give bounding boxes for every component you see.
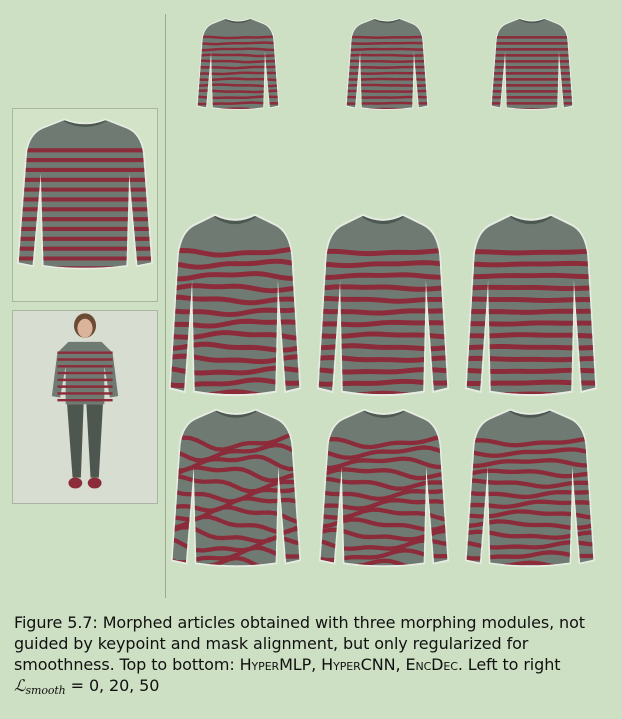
- sweater-stripe: [316, 311, 450, 314]
- encdec-smooth-20: [318, 402, 450, 574]
- encdec-smooth-0: [170, 402, 302, 574]
- hypermlp-smooth-50: [490, 14, 574, 114]
- sweater-stripe: [316, 298, 450, 301]
- model-face: [77, 319, 92, 338]
- model-right-shoe: [88, 478, 102, 489]
- sweater-stripe: [464, 275, 598, 276]
- sweater-stripe: [464, 370, 598, 371]
- sweater-stripe: [316, 275, 450, 278]
- caption-model-3: EncDec: [405, 655, 458, 674]
- sweater-stripe: [464, 251, 598, 252]
- hypercnn-smooth-50: [464, 206, 598, 404]
- sweater-stripe: [196, 73, 280, 74]
- sweater-stripe: [168, 380, 302, 386]
- caption-model-2: HyperCNN: [321, 655, 396, 674]
- sweater-stripe: [196, 37, 280, 39]
- caption-model-1: HyperMLP: [239, 655, 312, 674]
- sweater-stripe: [464, 299, 598, 300]
- caption-text-1: Morphed articles obtained with three morphing modules, not guided by keypoint and mask alignment, but only regularized for smoothness. Top to bottom:: [14, 613, 585, 674]
- sweater-stripe: [196, 43, 280, 44]
- caption-values: = 0, 20, 50: [65, 676, 160, 695]
- sweater-stripe: [345, 43, 429, 44]
- figure-caption: [14, 612, 610, 701]
- sweater-stripe: [464, 382, 598, 383]
- sweater-body: [464, 206, 598, 404]
- hypercnn-smooth-0: [168, 206, 302, 404]
- sweater-stripe: [345, 97, 429, 98]
- sweater-stripe: [196, 49, 280, 50]
- sweater-stripe: [345, 103, 429, 104]
- model-left-leg: [67, 404, 84, 477]
- sweater-stripe: [464, 323, 598, 324]
- sweater-stripe: [345, 67, 429, 68]
- model-left-shoe: [68, 478, 82, 489]
- hypermlp-smooth-20: [345, 14, 429, 114]
- caption-loss-sub: smooth: [25, 684, 66, 697]
- sweater-stripe: [196, 61, 280, 62]
- sweater-stripe: [345, 73, 429, 74]
- sweater-body: [345, 14, 429, 114]
- sweater-stripe: [196, 97, 280, 98]
- sweater-stripe: [316, 251, 450, 254]
- model-right-leg: [86, 404, 103, 477]
- reference-product-sweater: [16, 112, 154, 276]
- hypercnn-smooth-20: [316, 206, 450, 404]
- sweater-stripe: [316, 263, 450, 266]
- sweater-stripe: [316, 381, 450, 384]
- sweater-stripe: [316, 322, 450, 324]
- sweater-body: [490, 14, 574, 114]
- sweater-stripe: [345, 55, 429, 56]
- sweater-stripe: [345, 37, 429, 38]
- caption-loss-symbol: ℒ: [14, 676, 26, 695]
- sweater-stripe: [345, 49, 429, 50]
- sweater-stripe: [196, 55, 280, 56]
- sweater-stripe: [316, 287, 450, 290]
- sweater-stripe: [464, 287, 598, 288]
- hypermlp-smooth-0: [196, 14, 280, 114]
- sweater-stripe: [196, 103, 280, 104]
- sweater-body: [16, 112, 154, 276]
- caption-text-2: . Left to right: [457, 655, 561, 674]
- caption-label: Figure 5.7:: [14, 613, 98, 632]
- sweater-stripe: [464, 311, 598, 312]
- caption-sep-2: ,: [395, 655, 406, 674]
- sweater-stripe: [464, 263, 598, 264]
- reference-model: [16, 312, 154, 502]
- encdec-smooth-50: [464, 402, 596, 574]
- sweater-stripe: [316, 370, 450, 372]
- sweater-stripe: [196, 67, 280, 68]
- caption-sep-1: ,: [311, 655, 322, 674]
- sweater-stripe: [345, 61, 429, 62]
- column-divider: [165, 14, 166, 598]
